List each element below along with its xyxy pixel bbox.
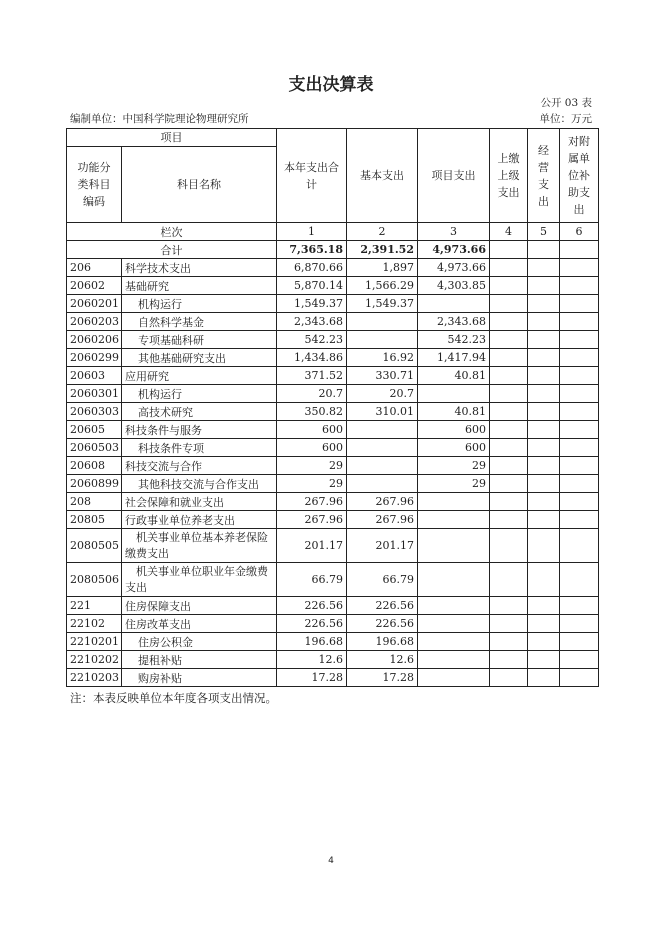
name-cell: 科技条件与服务 — [122, 421, 277, 439]
project-cell — [418, 511, 490, 529]
code-cell: 2210201 — [67, 633, 122, 651]
code-cell: 20602 — [67, 277, 122, 295]
total-business — [528, 241, 560, 259]
code-cell: 2210202 — [67, 651, 122, 669]
project-cell: 40.81 — [418, 403, 490, 421]
header-item: 项目 — [67, 129, 277, 147]
code-cell: 2060206 — [67, 331, 122, 349]
name-cell: 社会保障和就业支出 — [122, 493, 277, 511]
table-row — [67, 331, 599, 349]
basic-cell: 267.96 — [347, 493, 418, 511]
total-cell: 371.52 — [277, 367, 347, 385]
total-cell: 1,549.37 — [277, 295, 347, 313]
header-subsidy: 对附属单位补助支出 — [560, 129, 599, 223]
upper-cell — [490, 511, 528, 529]
total-cell: 600 — [277, 439, 347, 457]
total-upper — [490, 241, 528, 259]
name-cell: 专项基础科研 — [122, 331, 277, 349]
header-business: 经营支出 — [528, 129, 560, 223]
table-row — [67, 313, 599, 331]
total-project: 4,973.66 — [418, 241, 490, 259]
project-cell — [418, 669, 490, 687]
code-cell: 2080506 — [67, 563, 122, 597]
name-cell: 科技交流与合作 — [122, 457, 277, 475]
name-cell: 购房补贴 — [122, 669, 277, 687]
basic-cell: 310.01 — [347, 403, 418, 421]
project-cell: 600 — [418, 421, 490, 439]
subsidy-cell — [560, 615, 599, 633]
project-cell — [418, 633, 490, 651]
table-row — [67, 529, 599, 563]
name-cell: 基础研究 — [122, 277, 277, 295]
name-cell: 自然科学基金 — [122, 313, 277, 331]
code-cell: 208 — [67, 493, 122, 511]
form-number: 公开 03 表 — [540, 97, 592, 109]
total-cell: 17.28 — [277, 669, 347, 687]
upper-cell — [490, 597, 528, 615]
code-cell: 2080505 — [67, 529, 122, 563]
upper-cell — [490, 651, 528, 669]
header-code: 功能分类科目编码 — [67, 147, 122, 223]
project-cell: 1,417.94 — [418, 349, 490, 367]
total-basic: 2,391.52 — [347, 241, 418, 259]
code-cell: 2060303 — [67, 403, 122, 421]
total-subsidy — [560, 241, 599, 259]
table-row — [67, 511, 599, 529]
project-cell — [418, 529, 490, 563]
subsidy-cell — [560, 313, 599, 331]
basic-cell — [347, 313, 418, 331]
code-cell: 2060299 — [67, 349, 122, 367]
total-cell: 5,870.14 — [277, 277, 347, 295]
upper-cell — [490, 349, 528, 367]
name-cell: 机关事业单位职业年金缴费支出 — [122, 563, 277, 597]
business-cell — [528, 367, 560, 385]
upper-cell — [490, 313, 528, 331]
subsidy-cell — [560, 651, 599, 669]
name-cell: 机构运行 — [122, 385, 277, 403]
header-name: 科目名称 — [122, 147, 277, 223]
basic-cell: 12.6 — [347, 651, 418, 669]
subsidy-cell — [560, 475, 599, 493]
table-row — [67, 669, 599, 687]
project-cell: 4,973.66 — [418, 259, 490, 277]
business-cell — [528, 403, 560, 421]
upper-cell — [490, 529, 528, 563]
code-cell: 20608 — [67, 457, 122, 475]
project-cell — [418, 295, 490, 313]
table-row — [67, 367, 599, 385]
code-cell: 2060899 — [67, 475, 122, 493]
business-cell — [528, 563, 560, 597]
table-row — [67, 403, 599, 421]
total-cell: 201.17 — [277, 529, 347, 563]
business-cell — [528, 615, 560, 633]
name-cell: 应用研究 — [122, 367, 277, 385]
business-cell — [528, 259, 560, 277]
column-index: 4 — [490, 223, 528, 241]
table-row — [67, 259, 599, 277]
total-cell: 6,870.66 — [277, 259, 347, 277]
subsidy-cell — [560, 633, 599, 651]
table-row — [67, 597, 599, 615]
subsidy-cell — [560, 597, 599, 615]
subsidy-cell — [560, 457, 599, 475]
name-cell: 提租补贴 — [122, 651, 277, 669]
name-cell: 行政事业单位养老支出 — [122, 511, 277, 529]
column-index: 1 — [277, 223, 347, 241]
project-cell: 29 — [418, 457, 490, 475]
business-cell — [528, 331, 560, 349]
header-basic: 基本支出 — [347, 129, 418, 223]
table-row — [67, 493, 599, 511]
basic-cell: 196.68 — [347, 633, 418, 651]
subsidy-cell — [560, 277, 599, 295]
total-cell: 350.82 — [277, 403, 347, 421]
project-cell — [418, 651, 490, 669]
table-row — [67, 421, 599, 439]
upper-cell — [490, 563, 528, 597]
name-cell: 机构运行 — [122, 295, 277, 313]
table-row — [67, 651, 599, 669]
table-row — [67, 295, 599, 313]
table-row — [67, 439, 599, 457]
upper-cell — [490, 295, 528, 313]
header-upper: 上缴上级支出 — [490, 129, 528, 223]
column-index-label: 栏次 — [67, 223, 277, 241]
project-cell — [418, 385, 490, 403]
basic-cell: 1,897 — [347, 259, 418, 277]
code-cell: 2060201 — [67, 295, 122, 313]
upper-cell — [490, 331, 528, 349]
subsidy-cell — [560, 493, 599, 511]
upper-cell — [490, 259, 528, 277]
project-cell — [418, 493, 490, 511]
code-cell: 20605 — [67, 421, 122, 439]
basic-cell: 16.92 — [347, 349, 418, 367]
basic-cell: 17.28 — [347, 669, 418, 687]
code-cell: 20603 — [67, 367, 122, 385]
business-cell — [528, 349, 560, 367]
subsidy-cell — [560, 367, 599, 385]
upper-cell — [490, 385, 528, 403]
business-cell — [528, 313, 560, 331]
code-cell: 22102 — [67, 615, 122, 633]
name-cell: 其他科技交流与合作支出 — [122, 475, 277, 493]
table-row — [67, 633, 599, 651]
subsidy-cell — [560, 563, 599, 597]
code-cell: 206 — [67, 259, 122, 277]
basic-cell — [347, 331, 418, 349]
total-cell: 20.7 — [277, 385, 347, 403]
table-row — [67, 349, 599, 367]
upper-cell — [490, 493, 528, 511]
table-row — [67, 563, 599, 597]
business-cell — [528, 651, 560, 669]
basic-cell: 330.71 — [347, 367, 418, 385]
upper-cell — [490, 669, 528, 687]
upper-cell — [490, 475, 528, 493]
total-row-label: 合计 — [67, 241, 277, 259]
subsidy-cell — [560, 669, 599, 687]
table-note: 注：本表反映单位本年度各项支出情况。 — [70, 691, 277, 705]
total-cell: 29 — [277, 457, 347, 475]
total-cell: 12.6 — [277, 651, 347, 669]
table-row — [67, 475, 599, 493]
column-index: 5 — [528, 223, 560, 241]
business-cell — [528, 597, 560, 615]
code-cell: 2210203 — [67, 669, 122, 687]
name-cell: 高技术研究 — [122, 403, 277, 421]
business-cell — [528, 421, 560, 439]
basic-cell: 1,566.29 — [347, 277, 418, 295]
total-cell: 2,343.68 — [277, 313, 347, 331]
upper-cell — [490, 439, 528, 457]
project-cell — [418, 597, 490, 615]
subsidy-cell — [560, 439, 599, 457]
total-amount: 7,365.18 — [277, 241, 347, 259]
code-cell: 2060203 — [67, 313, 122, 331]
basic-cell: 66.79 — [347, 563, 418, 597]
project-cell: 542.23 — [418, 331, 490, 349]
subsidy-cell — [560, 511, 599, 529]
project-cell — [418, 563, 490, 597]
total-cell: 226.56 — [277, 597, 347, 615]
total-cell: 226.56 — [277, 615, 347, 633]
upper-cell — [490, 277, 528, 295]
page-number: 4 — [328, 856, 334, 866]
subsidy-cell — [560, 259, 599, 277]
business-cell — [528, 669, 560, 687]
table-row — [67, 615, 599, 633]
project-cell — [418, 615, 490, 633]
total-cell: 267.96 — [277, 493, 347, 511]
business-cell — [528, 633, 560, 651]
subsidy-cell — [560, 349, 599, 367]
expenditure-table — [66, 128, 599, 687]
header-total: 本年支出合计 — [277, 129, 347, 223]
upper-cell — [490, 403, 528, 421]
name-cell: 住房保障支出 — [122, 597, 277, 615]
total-cell: 196.68 — [277, 633, 347, 651]
upper-cell — [490, 457, 528, 475]
name-cell: 科技条件专项 — [122, 439, 277, 457]
header-project: 项目支出 — [418, 129, 490, 223]
upper-cell — [490, 615, 528, 633]
table-row — [67, 385, 599, 403]
basic-cell — [347, 475, 418, 493]
basic-cell: 226.56 — [347, 615, 418, 633]
business-cell — [528, 493, 560, 511]
project-cell: 2,343.68 — [418, 313, 490, 331]
page-title: 支出决算表 — [288, 75, 374, 95]
name-cell: 机关事业单位基本养老保险缴费支出 — [122, 529, 277, 563]
table-row — [67, 457, 599, 475]
upper-cell — [490, 633, 528, 651]
name-cell: 科学技术支出 — [122, 259, 277, 277]
project-cell: 29 — [418, 475, 490, 493]
total-cell: 600 — [277, 421, 347, 439]
business-cell — [528, 439, 560, 457]
subsidy-cell — [560, 421, 599, 439]
business-cell — [528, 475, 560, 493]
subsidy-cell — [560, 385, 599, 403]
total-cell: 66.79 — [277, 563, 347, 597]
code-cell: 20805 — [67, 511, 122, 529]
code-cell: 2060503 — [67, 439, 122, 457]
basic-cell: 201.17 — [347, 529, 418, 563]
business-cell — [528, 511, 560, 529]
total-cell: 542.23 — [277, 331, 347, 349]
project-cell: 4,303.85 — [418, 277, 490, 295]
basic-cell: 226.56 — [347, 597, 418, 615]
upper-cell — [490, 421, 528, 439]
business-cell — [528, 457, 560, 475]
name-cell: 其他基础研究支出 — [122, 349, 277, 367]
reporting-organization: 编制单位：中国科学院理论物理研究所 — [70, 113, 249, 125]
basic-cell — [347, 457, 418, 475]
subsidy-cell — [560, 529, 599, 563]
total-cell: 267.96 — [277, 511, 347, 529]
name-cell: 住房改革支出 — [122, 615, 277, 633]
business-cell — [528, 529, 560, 563]
upper-cell — [490, 367, 528, 385]
basic-cell: 1,549.37 — [347, 295, 418, 313]
subsidy-cell — [560, 403, 599, 421]
business-cell — [528, 277, 560, 295]
subsidy-cell — [560, 331, 599, 349]
basic-cell: 267.96 — [347, 511, 418, 529]
column-index: 2 — [347, 223, 418, 241]
table-row — [67, 277, 599, 295]
basic-cell: 20.7 — [347, 385, 418, 403]
code-cell: 221 — [67, 597, 122, 615]
name-cell: 住房公积金 — [122, 633, 277, 651]
basic-cell — [347, 421, 418, 439]
business-cell — [528, 385, 560, 403]
column-index: 3 — [418, 223, 490, 241]
business-cell — [528, 295, 560, 313]
column-index: 6 — [560, 223, 599, 241]
total-cell: 29 — [277, 475, 347, 493]
currency-unit: 单位：万元 — [539, 113, 592, 125]
total-cell: 1,434.86 — [277, 349, 347, 367]
basic-cell — [347, 439, 418, 457]
code-cell: 2060301 — [67, 385, 122, 403]
project-cell: 40.81 — [418, 367, 490, 385]
subsidy-cell — [560, 295, 599, 313]
project-cell: 600 — [418, 439, 490, 457]
